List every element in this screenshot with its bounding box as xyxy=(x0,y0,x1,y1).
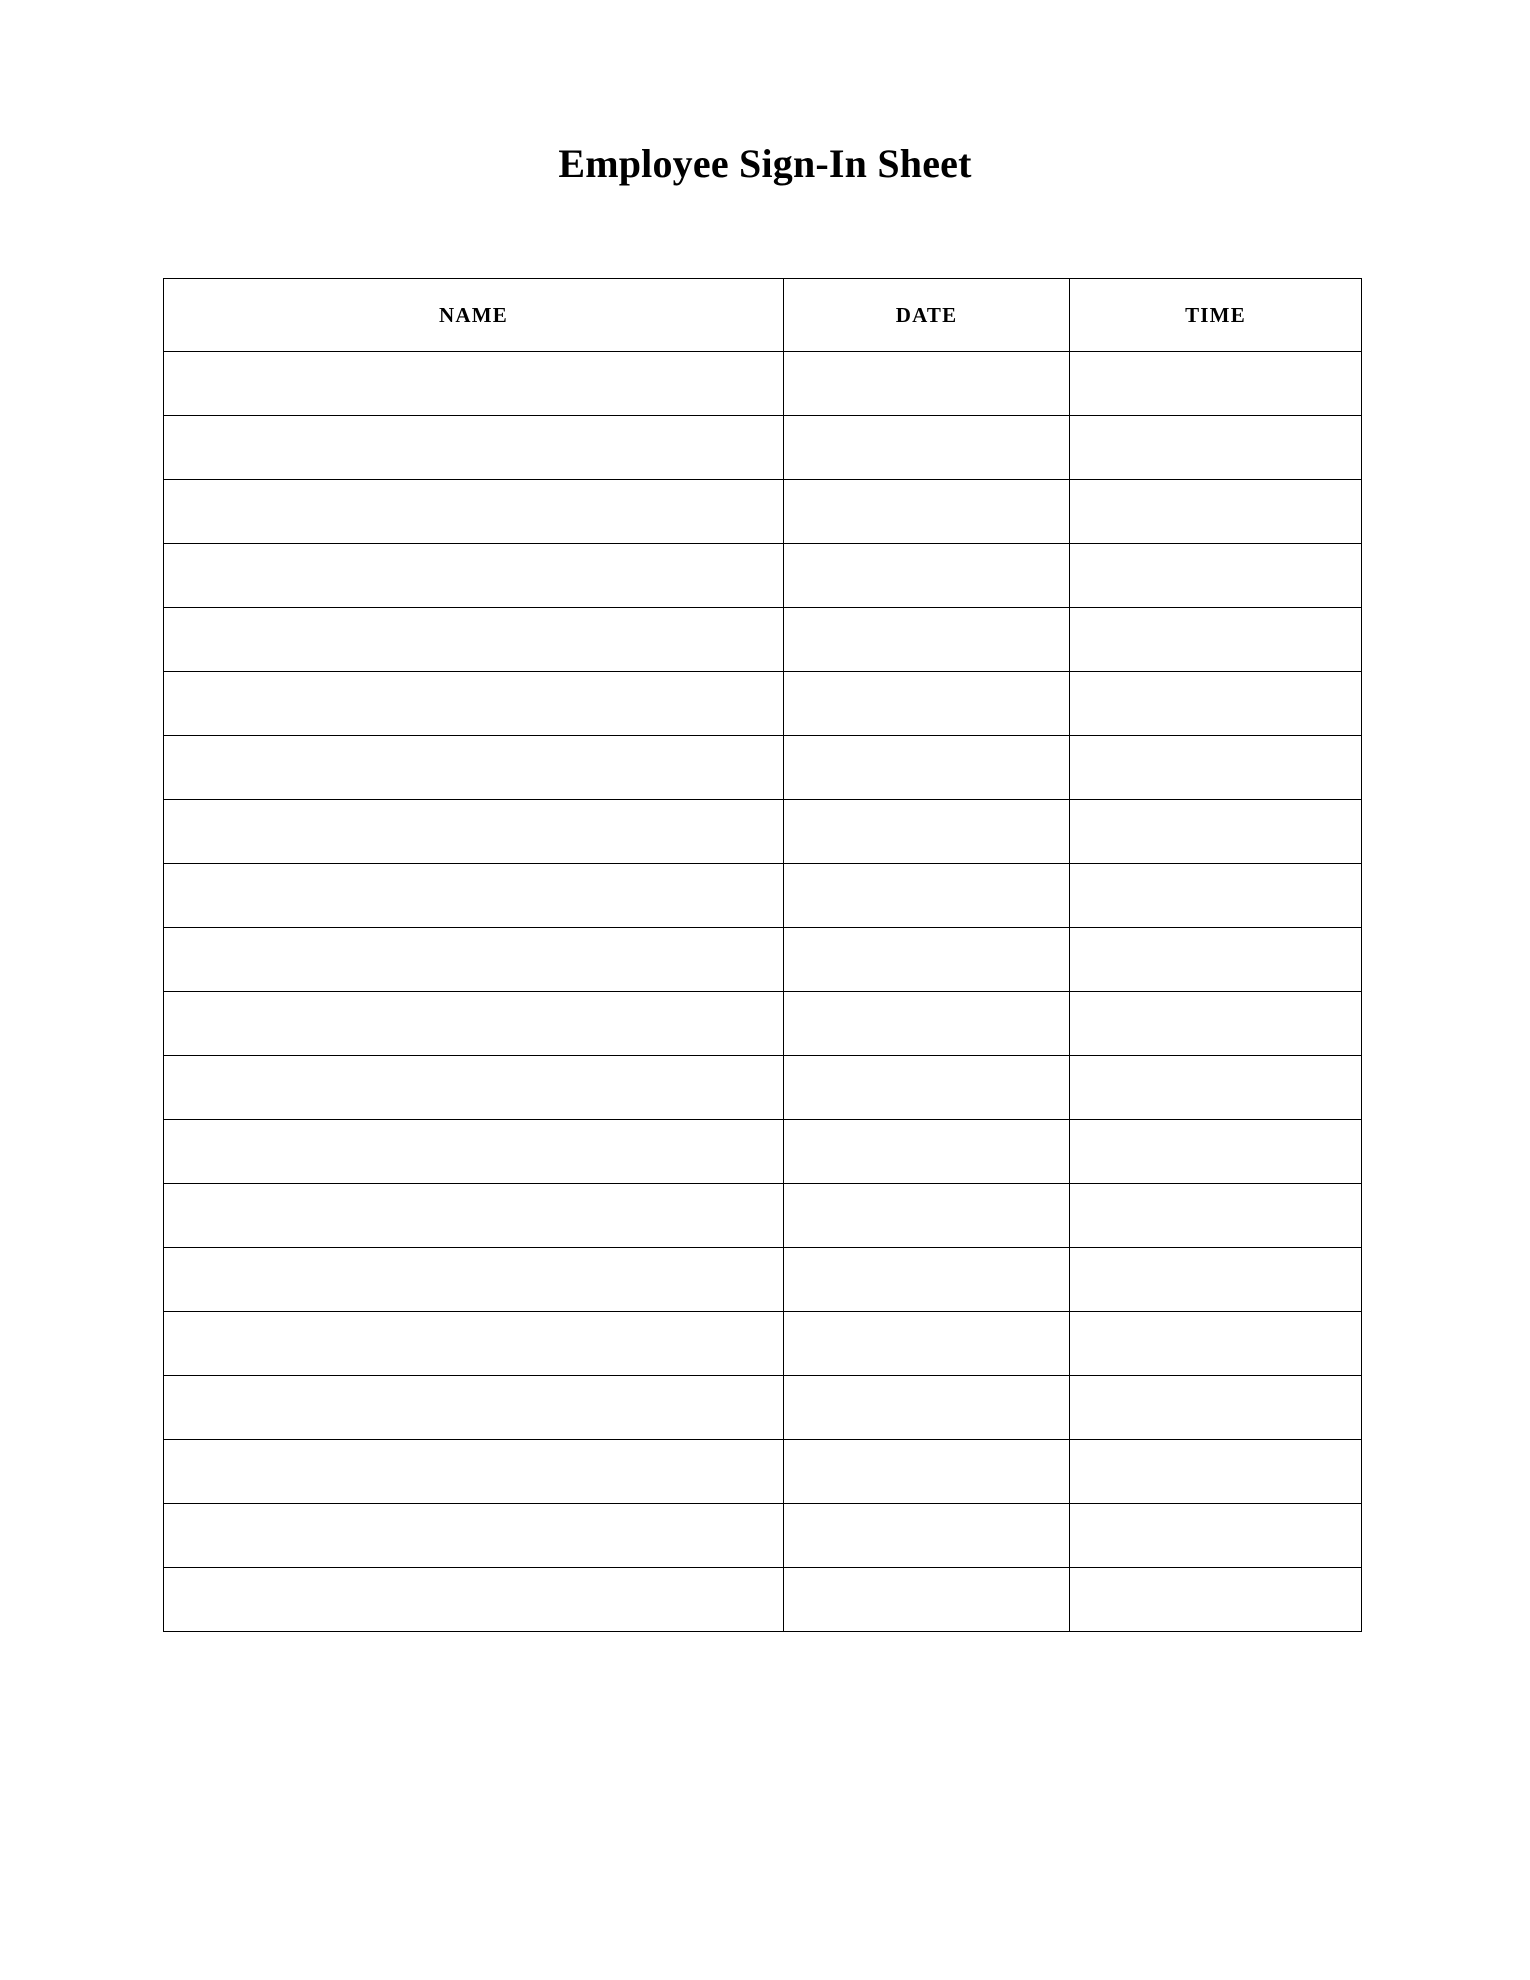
table-cell-name[interactable] xyxy=(164,1312,784,1376)
table-row xyxy=(164,928,1362,992)
table-cell-date[interactable] xyxy=(784,352,1070,416)
table-cell-name[interactable] xyxy=(164,864,784,928)
table-row xyxy=(164,672,1362,736)
table-cell-time[interactable] xyxy=(1070,1376,1362,1440)
table-row xyxy=(164,1248,1362,1312)
table-cell-time[interactable] xyxy=(1070,1184,1362,1248)
table-cell-time[interactable] xyxy=(1070,736,1362,800)
table-cell-date[interactable] xyxy=(784,544,1070,608)
table-cell-time[interactable] xyxy=(1070,1440,1362,1504)
table-cell-name[interactable] xyxy=(164,1376,784,1440)
table-cell-time[interactable] xyxy=(1070,672,1362,736)
table-cell-time[interactable] xyxy=(1070,1504,1362,1568)
table-row xyxy=(164,1440,1362,1504)
column-header-time: TIME xyxy=(1070,279,1362,352)
table-cell-time[interactable] xyxy=(1070,928,1362,992)
table-row xyxy=(164,352,1362,416)
table-cell-date[interactable] xyxy=(784,800,1070,864)
table-cell-name[interactable] xyxy=(164,1440,784,1504)
table-cell-name[interactable] xyxy=(164,1248,784,1312)
table-cell-date[interactable] xyxy=(784,992,1070,1056)
table-cell-time[interactable] xyxy=(1070,1312,1362,1376)
table-cell-time[interactable] xyxy=(1070,1056,1362,1120)
column-header-name: NAME xyxy=(164,279,784,352)
table-cell-date[interactable] xyxy=(784,1312,1070,1376)
table-cell-date[interactable] xyxy=(784,1376,1070,1440)
table-row xyxy=(164,1312,1362,1376)
table-cell-name[interactable] xyxy=(164,544,784,608)
table-row xyxy=(164,544,1362,608)
table-header xyxy=(164,279,1362,352)
table-cell-date[interactable] xyxy=(784,864,1070,928)
table-cell-date[interactable] xyxy=(784,480,1070,544)
table-row xyxy=(164,1568,1362,1632)
table-cell-date[interactable] xyxy=(784,672,1070,736)
column-header-date: DATE xyxy=(784,279,1070,352)
table-row xyxy=(164,1504,1362,1568)
table-cell-name[interactable] xyxy=(164,1056,784,1120)
table-cell-time[interactable] xyxy=(1070,416,1362,480)
table-cell-date[interactable] xyxy=(784,1504,1070,1568)
table-cell-name[interactable] xyxy=(164,352,784,416)
table-row xyxy=(164,736,1362,800)
table-cell-time[interactable] xyxy=(1070,1120,1362,1184)
table-row xyxy=(164,480,1362,544)
table-row xyxy=(164,1376,1362,1440)
table-cell-time[interactable] xyxy=(1070,608,1362,672)
table-cell-name[interactable] xyxy=(164,992,784,1056)
table-cell-date[interactable] xyxy=(784,1056,1070,1120)
table-cell-name[interactable] xyxy=(164,736,784,800)
table-row xyxy=(164,800,1362,864)
table-cell-date[interactable] xyxy=(784,1568,1070,1632)
table-row xyxy=(164,864,1362,928)
table-cell-time[interactable] xyxy=(1070,480,1362,544)
table-cell-name[interactable] xyxy=(164,1504,784,1568)
table-cell-time[interactable] xyxy=(1070,800,1362,864)
table-cell-date[interactable] xyxy=(784,928,1070,992)
table-cell-name[interactable] xyxy=(164,1568,784,1632)
table-cell-date[interactable] xyxy=(784,736,1070,800)
table-cell-name[interactable] xyxy=(164,672,784,736)
table-cell-time[interactable] xyxy=(1070,352,1362,416)
table-cell-time[interactable] xyxy=(1070,864,1362,928)
table-row xyxy=(164,1184,1362,1248)
table-cell-time[interactable] xyxy=(1070,992,1362,1056)
table-cell-date[interactable] xyxy=(784,608,1070,672)
table-cell-name[interactable] xyxy=(164,928,784,992)
table-cell-date[interactable] xyxy=(784,1120,1070,1184)
table-cell-time[interactable] xyxy=(1070,544,1362,608)
table-row xyxy=(164,1120,1362,1184)
table-cell-name[interactable] xyxy=(164,1184,784,1248)
table-cell-name[interactable] xyxy=(164,416,784,480)
table-cell-name[interactable] xyxy=(164,480,784,544)
table-cell-date[interactable] xyxy=(784,416,1070,480)
table-row xyxy=(164,416,1362,480)
table-row xyxy=(164,992,1362,1056)
table-row xyxy=(164,1056,1362,1120)
page-title: Employee Sign-In Sheet xyxy=(558,141,972,186)
table-cell-date[interactable] xyxy=(784,1440,1070,1504)
table-row xyxy=(164,608,1362,672)
table-cell-name[interactable] xyxy=(164,608,784,672)
table-cell-time[interactable] xyxy=(1070,1568,1362,1632)
table-cell-date[interactable] xyxy=(784,1248,1070,1312)
sign-in-table xyxy=(163,278,1362,1632)
table-header-row xyxy=(164,279,1362,352)
table-body xyxy=(164,352,1362,1632)
table-cell-date[interactable] xyxy=(784,1184,1070,1248)
table-cell-name[interactable] xyxy=(164,1120,784,1184)
table-cell-name[interactable] xyxy=(164,800,784,864)
table-cell-time[interactable] xyxy=(1070,1248,1362,1312)
